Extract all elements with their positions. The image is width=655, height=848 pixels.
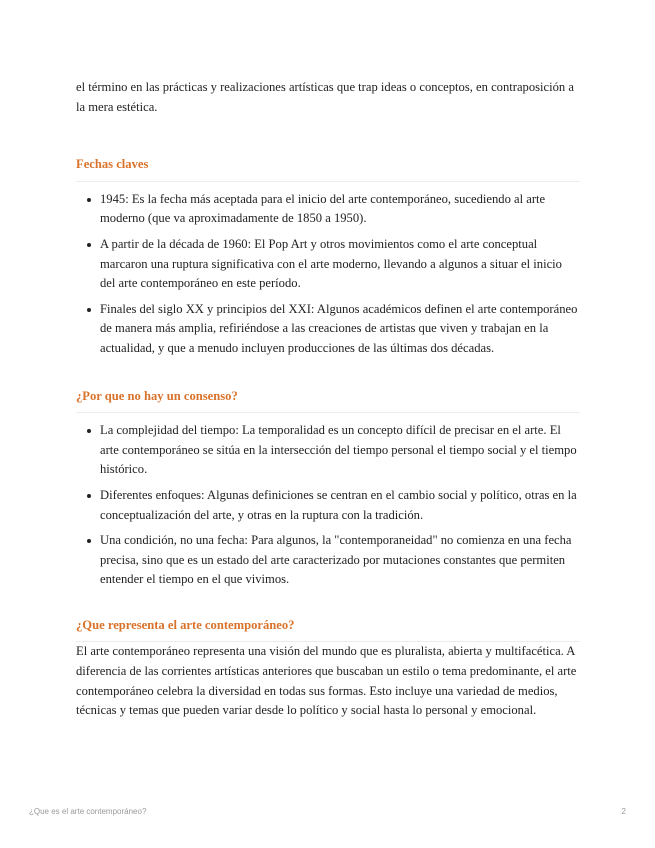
heading-consenso: ¿Por que no hay un consenso? (76, 387, 580, 414)
list-item: La complejidad del tiempo: La temporalidad es un concepto difícil de precisar en el arte. El arte contemporáneo se sitúa en la intersección del tiempo personal el tiempo social y el tiempo histórico. (100, 421, 580, 480)
page-number: 2 (621, 807, 626, 816)
intro-paragraph: el término en las prácticas y realizaciones artísticas que trap ideas o conceptos, en contraposición a la mera estética. (76, 80, 574, 114)
list-item: 1945: Es la fecha más aceptada para el inicio del arte contemporáneo, sucediendo al arte moderno (que va aproximadamente de 1850 a 1950). (100, 190, 580, 229)
list-item: Finales del siglo XX y principios del XXI: Algunos académicos definen el arte contemporáneo de manera más amplia, refiriéndose a las creaciones de artistas que viven y trabajan en la actualidad, y que a menudo incluyen producciones de las últimas dos décadas. (100, 300, 580, 359)
consenso-list (76, 421, 580, 590)
page-footer (29, 807, 626, 816)
list-item: Diferentes enfoques: Algunas definiciones se centran en el cambio social y político, otras en la conceptualización del arte, y otras en la ruptura con la tradición. (100, 486, 580, 525)
heading-representa: ¿Que representa el arte contemporáneo? (76, 616, 580, 643)
footer-title: ¿Que es el arte contemporáneo? (29, 807, 147, 816)
representa-paragraph: El arte contemporáneo representa una visión del mundo que es pluralista, abierta y multifacética. A diferencia de las corrientes artísticas anteriores que buscaban un estilo o tema predominante, el arte contemporáneo celebra la diversidad en todas sus formas. Esto incluye una variedad de medios, técnicas y temas que pueden variar desde lo político y social hasta lo personal y emocional. (76, 644, 577, 718)
fechas-list (76, 190, 580, 359)
heading-fechas-claves: Fechas claves (76, 155, 580, 182)
document-page (76, 72, 580, 721)
list-item: Una condición, no una fecha: Para algunos, la "contemporaneidad" no comienza en una fecha precisa, sino que es un estado del arte caracterizado por mutaciones constantes que permiten entender el tiempo en el que vivimos. (100, 531, 580, 590)
list-item: A partir de la década de 1960: El Pop Art y otros movimientos como el arte conceptual marcaron una ruptura significativa con el arte moderno, llevando a algunos a situar el inicio del arte contemporáneo en este período. (100, 235, 580, 294)
